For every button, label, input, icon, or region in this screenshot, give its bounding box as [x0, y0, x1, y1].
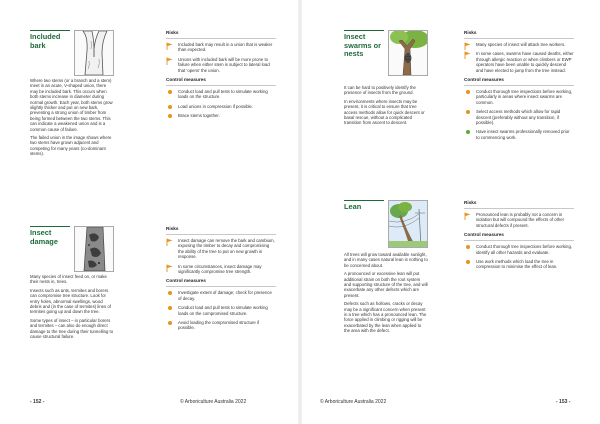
risk-flag-icon — [464, 42, 471, 50]
description-paragraph: Some types of insect – in particular borers and termites – can also do enough direct damage to the tree during their tunnelling to cause structural failure. — [30, 317, 114, 340]
page-number: - 153 - — [556, 399, 571, 405]
risk-flag-icon — [464, 212, 471, 220]
risk-text: Many species of insect will attack tree workers. — [476, 42, 566, 47]
divider — [166, 234, 276, 235]
divider — [464, 85, 574, 86]
copyright-text: © Arboriculture Australia 2022 — [180, 399, 247, 405]
description-paragraph: A pronounced or excessive lean will put additional strain on both the root system and supporting structure of the tree, and will exacerbate any other defects which are present. — [344, 271, 428, 298]
orange-dot-icon — [168, 105, 172, 109]
section-insect-damage — [30, 226, 276, 391]
risk-text: Unions with included bark will be more prone to failure when either stem is subject to lateral load that ‘opens’ the union. — [178, 56, 270, 73]
risk-item — [464, 42, 574, 47]
control-measures-heading: Control measures — [166, 278, 206, 284]
section-title: Insect swarms or nests — [344, 30, 384, 59]
risk-text: Included bark may result in a union that is weaker than expected. — [178, 42, 273, 53]
leaning-tree-near-powerlines-illustration — [388, 200, 428, 248]
risk-item — [166, 57, 276, 73]
control-item — [166, 104, 276, 109]
section-description — [344, 85, 428, 129]
control-measures-heading: Control measures — [166, 77, 206, 83]
risk-text: Pronounced lean is probably not a concern in isolation but will compound the effects of other structural defects if present. — [476, 212, 565, 228]
divider — [166, 286, 276, 287]
control-item — [464, 244, 574, 255]
description-paragraph: Where two stems (or a branch and a stem) meet in an acute, V-shaped union, there may be included bark. This occurs when both stems increase in diameter during normal growth. Each year, both stems grow slightly thicker and put on new bark, preventing a strong union of timber from being formed between the two stems. This can indicate a weakened union and is a common cause of failure. — [30, 78, 113, 132]
risk-item — [464, 212, 574, 228]
section-title: Included bark — [30, 30, 70, 50]
risk-flag-icon — [464, 51, 471, 59]
control-text: Load unions in compression if possible. — [178, 103, 254, 109]
risk-item — [166, 264, 276, 275]
risk-control-column — [166, 30, 276, 123]
control-item — [166, 320, 276, 331]
orange-dot-icon — [168, 321, 172, 325]
orange-dot-icon — [466, 110, 470, 114]
section-title: Lean — [344, 200, 384, 212]
section-title: Insect damage — [30, 226, 70, 246]
right-page — [300, 0, 600, 424]
description-paragraph: Insects such as ants, termites and borers can compromise tree structure. Look for entry holes, abnormal swellings, wood debris and (in the case of termites) lines of termites going up and down the tree. — [30, 287, 111, 315]
control-measures-heading: Control measures — [464, 232, 504, 238]
control-text: Use work methods which load the tree in compression to minimise the effect of lean. — [476, 259, 558, 270]
risks-heading: Risks — [166, 226, 179, 231]
divider — [464, 38, 574, 39]
control-item — [464, 129, 574, 140]
control-text: Conduct thorough tree inspections before working, particularly in areas where insect swarms are common. — [476, 89, 573, 105]
control-item — [166, 89, 276, 100]
risks-heading: Risks — [464, 200, 477, 205]
section-description — [30, 78, 114, 160]
risk-text: In some cases, swarms have caused deaths, either through allergic reaction or when climbers or EWP operators have been unable to quickly descend and have elected to jump from the tree instead. — [476, 51, 574, 73]
orange-dot-icon — [168, 114, 172, 118]
control-measures-heading: Control measures — [464, 77, 504, 83]
control-text: Conduct load and pull tests to simulate working loads on the compromised structure. — [178, 305, 268, 316]
tree-with-insect-nest-illustration — [388, 30, 428, 76]
section-lean — [344, 200, 584, 390]
description-paragraph: The failed union in the image shows where two stems have grown adjacent and competing for many years (co-dominant stems). — [30, 135, 112, 157]
control-text: Conduct thorough tree inspections before working, identify all other hazards and evaluate. — [476, 244, 573, 255]
risk-flag-icon — [166, 264, 173, 272]
section-description — [344, 252, 428, 337]
divider — [166, 38, 276, 39]
risk-flag-icon — [166, 238, 173, 246]
control-item — [464, 89, 574, 105]
orange-dot-icon — [466, 260, 470, 264]
control-text: Brace stems together. — [178, 113, 220, 119]
control-item — [166, 113, 276, 118]
risk-flag-icon — [166, 42, 173, 50]
page-number: - 152 - — [30, 399, 45, 405]
copyright-text: © Arboriculture Australia 2022 — [320, 399, 387, 405]
orange-dot-icon — [168, 291, 172, 295]
insect-damaged-trunk-illustration — [74, 226, 114, 272]
description-paragraph: All trees will grow toward available sunlight, and in many cases natural lean is nothing to be concerned about. — [344, 252, 428, 268]
control-item — [166, 290, 276, 301]
risk-control-column — [464, 30, 574, 144]
control-item — [464, 109, 574, 125]
divider — [464, 240, 574, 241]
risk-control-column — [464, 200, 574, 274]
description-paragraph: Defects such as hollows, cracks or decay may be a significant concern when present in a tree which has a pronounced lean. The force applied in climbing or rigging will be exacerbated by the lean when applied to the area with the defect. — [344, 301, 427, 334]
control-item — [166, 305, 276, 316]
section-included-bark — [30, 30, 276, 220]
risk-flag-icon — [166, 57, 173, 65]
risk-text: In some circumstances, insect damage may significantly compromise tree strength. — [178, 263, 262, 275]
risks-heading: Risks — [166, 30, 179, 35]
risk-item — [166, 238, 276, 260]
risks-heading: Risks — [464, 30, 477, 35]
risk-item — [166, 42, 276, 53]
section-description — [30, 274, 114, 342]
description-paragraph: Many species of insect feed on, or make their nests in, trees. — [30, 274, 107, 285]
control-text: Select access methods which allow for rapid descent (preferably without any transition, if possible). — [476, 109, 561, 126]
orange-dot-icon — [168, 90, 172, 94]
orange-dot-icon — [466, 245, 470, 249]
control-text: Avoid loading the compromised structure if possible. — [178, 320, 260, 331]
control-text: Investigate extent of damage; check for presence of decay. — [178, 290, 272, 301]
risk-control-column — [166, 226, 276, 335]
risk-text: Insect damage can remove the bark and cambium, exposing the timber to decay and compromising the ability of the tree to put on new growth in response. — [178, 238, 275, 260]
orange-dot-icon — [168, 306, 172, 310]
section-insect-swarms — [344, 30, 584, 215]
risk-item — [464, 51, 574, 73]
control-text: Conduct load and pull tests to simulate working loads on the structure. — [178, 89, 268, 100]
divider — [464, 208, 574, 209]
divider — [166, 85, 276, 86]
control-item — [464, 259, 574, 270]
description-paragraph: It can be hard to positively identify the presence of insects from the ground. — [344, 85, 416, 96]
description-paragraph: In environments where insects may be present, it is critical to ensure that tree access methods allow for quick descent or basal rescue, without a complicated transition from ascent to descent. — [344, 98, 425, 126]
control-text: Have insect swarms professionally removed prior to commencing work. — [476, 129, 570, 140]
tree-fork-included-bark-illustration — [74, 30, 114, 76]
orange-dot-icon — [466, 90, 470, 94]
green-dot-icon — [466, 130, 470, 134]
